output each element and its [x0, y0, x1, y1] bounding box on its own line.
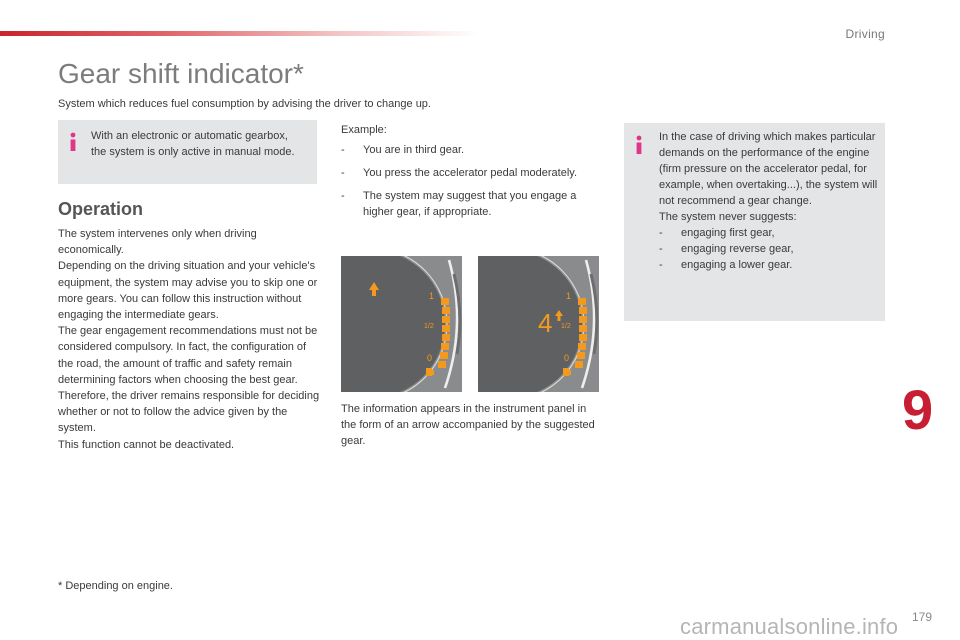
- list-item: [341, 142, 601, 158]
- note-never: The system never suggests:: [659, 211, 797, 223]
- info-icon: [634, 135, 644, 155]
- operation-heading: Operation: [58, 199, 144, 219]
- never-suggests-list: [659, 225, 879, 273]
- operation-paragraph: This function cannot be deactivated.: [58, 438, 235, 451]
- gauge-label-half: 1/2: [561, 323, 571, 330]
- list-item: [659, 225, 879, 241]
- dash-bullet: -: [341, 167, 345, 179]
- instrument-panel-suggested-gear: [478, 256, 599, 392]
- suggested-gear-number: 4: [538, 308, 553, 338]
- dash-bullet: -: [341, 190, 345, 202]
- list-item-text: engaging reverse gear,: [681, 243, 794, 255]
- operation-paragraph: Depending on the driving situation and your vehicle's equipment, the system may advise you to skip one or more gears. You can follow this instruction without engaging the intermediate gears.: [58, 260, 318, 322]
- header-accent-bar: [0, 31, 480, 36]
- chapter-number: 9: [902, 378, 934, 441]
- operation-paragraph: The system intervenes only when driving economically.: [58, 228, 257, 257]
- instrument-panel-upshift-arrow: [341, 256, 462, 392]
- note-intro: In the case of driving which makes particular demands on the performance of the engine (firm pressure on the accelerator pedal, for example, when overtaking...), the system will not recommend a gear change.: [659, 131, 878, 207]
- dash-bullet: -: [659, 259, 663, 271]
- gauge-label-zero: 0: [427, 353, 433, 363]
- list-item-text: You press the accelerator pedal moderately.: [363, 167, 578, 179]
- info-icon: [68, 132, 78, 152]
- example-list: [341, 142, 601, 220]
- example-block: [341, 122, 601, 227]
- watermark: carmanualsonline.info: [680, 614, 899, 639]
- operation-body: [58, 226, 320, 453]
- info-note-text: With an electronic or automatic gearbox, the system is only active in manual mode.: [91, 130, 295, 158]
- section-label: Driving: [845, 27, 885, 41]
- dash-bullet: -: [659, 227, 663, 239]
- instrument-info-text: The information appears in the instrument panel in the form of an arrow accompanied by the suggested gear.: [341, 403, 595, 447]
- list-item: [341, 165, 601, 181]
- operation-paragraph: The gear engagement recommendations must not be considered compulsory. In fact, the configuration of the road, the amount of traffic and safety remain determining factors when choosing the best gear. Therefore, the driver remains responsible for deciding whether or not to follow the advice given by the system.: [58, 325, 320, 435]
- gauge-label-one: 1: [429, 291, 435, 301]
- list-item-text: The system may suggest that you engage a higher gear, if appropriate.: [363, 190, 577, 218]
- gauge-label-zero: 0: [564, 353, 570, 363]
- example-lead: Example:: [341, 124, 387, 136]
- gauge-label-one: 1: [566, 291, 572, 301]
- list-item: [659, 241, 879, 257]
- list-item-text: engaging first gear,: [681, 227, 775, 239]
- list-item-text: You are in third gear.: [363, 144, 465, 156]
- info-note-gearbox: [58, 120, 317, 184]
- page-subtitle: System which reduces fuel consumption by advising the driver to change up.: [58, 98, 431, 110]
- list-item-text: engaging a lower gear.: [681, 259, 793, 271]
- footnote: * Depending on engine.: [58, 580, 173, 592]
- gauge-label-half: 1/2: [424, 323, 434, 330]
- page-number: 179: [912, 610, 933, 624]
- page-title: Gear shift indicator*: [58, 58, 304, 89]
- list-item: [659, 257, 879, 273]
- info-note-performance: [624, 123, 885, 321]
- dash-bullet: -: [341, 144, 345, 156]
- dash-bullet: -: [659, 243, 663, 255]
- info-note-text: [659, 129, 879, 273]
- list-item: [341, 188, 601, 220]
